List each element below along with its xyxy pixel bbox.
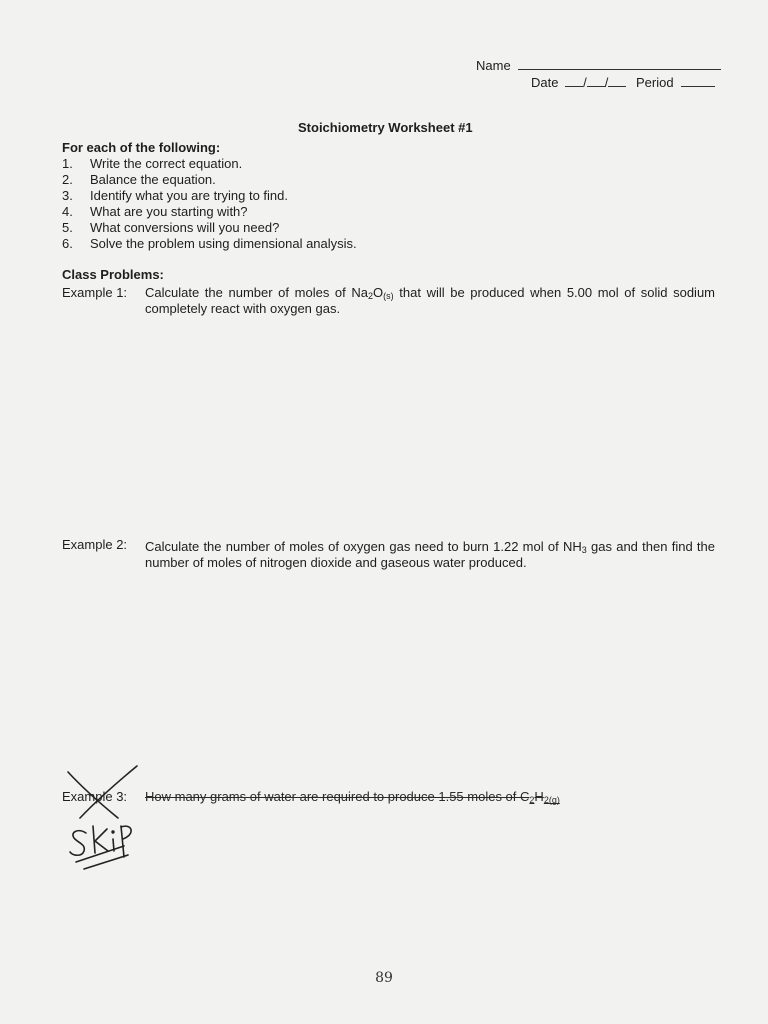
example1-label: Example 1: <box>62 285 128 300</box>
instructions-heading: For each of the following: <box>62 140 221 155</box>
example3-label: Example 3: <box>62 789 128 804</box>
date-separator: / <box>604 75 609 90</box>
period-label: Period <box>635 75 674 90</box>
cross-out-x-mark <box>68 766 137 818</box>
name-label: Name <box>476 58 511 73</box>
example2-line2: number of moles of nitrogen dioxide and gaseous water produced. <box>145 555 527 570</box>
page-number: 89 <box>375 970 393 986</box>
date-separator: / <box>583 75 587 90</box>
list-item: 6. Solve the problem using dimensional analysis. <box>62 236 357 251</box>
example2-label: Example 2: <box>62 537 128 552</box>
example2-line1: Calculate the number of moles of oxygen gas need to burn 1.22 mol of $NH_3$ gas and then find the <box>145 539 715 555</box>
page-title: Stoichiometry Worksheet #1 <box>298 120 473 135</box>
list-item: 3. Identify what you are trying to find. <box>62 188 288 203</box>
class-problems-heading: Class Problems: <box>62 267 164 282</box>
list-item: 1. Write the correct equation. <box>62 156 243 171</box>
list-item: 4. What are you starting with? <box>62 204 248 219</box>
example3-question: How many grams of water are required to produce 1.55 moles of $C_2H_{2(g)}$ <box>145 789 560 805</box>
example1-line1: Calculate the number of moles of $Na_2O_{(s)}$ that will be produced when 5.00 mol of solid sodium <box>145 285 716 301</box>
list-item: 2. Balance the equation. <box>62 172 216 187</box>
example1-line2: completely react with oxygen gas. <box>145 301 341 316</box>
date-label: Date <box>531 75 559 90</box>
list-item: 5. What conversions will you need? <box>62 220 280 235</box>
handwritten-skip-note <box>70 826 131 869</box>
